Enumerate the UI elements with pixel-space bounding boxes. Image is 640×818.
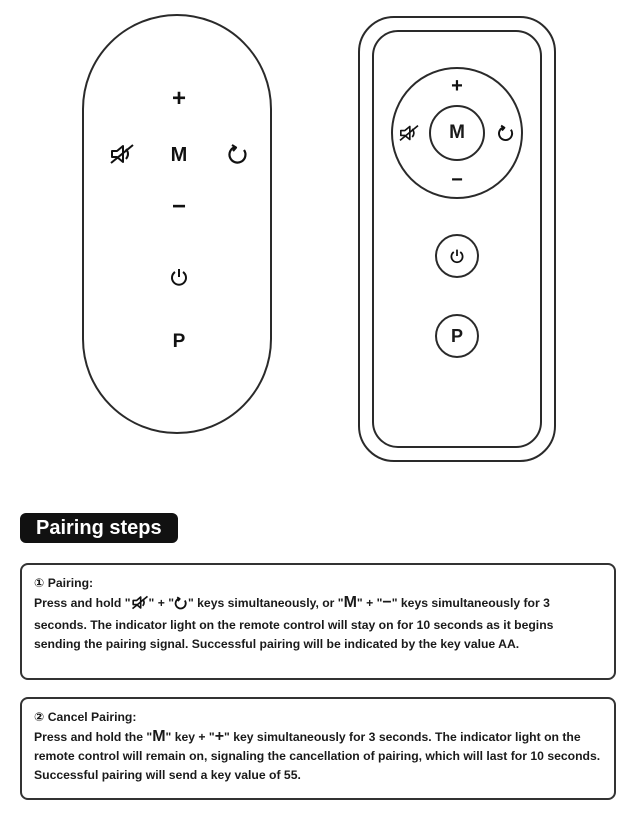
round-power-button[interactable] [435, 234, 479, 278]
pair-key[interactable]: P [172, 330, 186, 352]
remote-control-face [372, 30, 542, 448]
step-pairing-title: ① Pairing: [34, 576, 94, 590]
mode-key[interactable]: M [170, 144, 188, 166]
power-icon[interactable] [164, 262, 194, 292]
ring-rotate-icon[interactable] [493, 120, 519, 146]
step-cancel-title: ② Cancel Pairing: [34, 710, 137, 724]
step-cancel-pairing-box [20, 697, 616, 800]
plus-key[interactable]: + [171, 85, 186, 112]
rotate-icon[interactable] [222, 138, 254, 170]
minus-key[interactable]: − [171, 193, 186, 220]
ring-mode-key[interactable]: M [429, 105, 485, 161]
mute-icon-inline [131, 595, 149, 616]
ring-minus-key[interactable]: − [451, 169, 463, 191]
step-pairing-text: Press and hold " " + " " keys simultaneously, or "M" + "−" keys simultaneously for 3 seconds. The indicator light on the remote control will stay on for 10 seconds as it begins sending the pairing signal. Successful pairing will be indicated by the key value AA. [34, 594, 554, 651]
step-pairing-box [20, 563, 616, 680]
step-cancel-text: Press and hold the "M" key + "+" key simultaneously for 3 seconds. The indicator light on the remote control will remain on, signaling the cancellation of pairing, which will last for 10 seconds. Successful pairing will send a key value of 55. [34, 728, 601, 782]
control-ring [391, 67, 523, 199]
remote-control-rect [358, 16, 556, 462]
rotate-icon-inline [174, 596, 188, 616]
pairing-steps-heading: Pairing steps [20, 513, 178, 543]
ring-plus-key[interactable]: + [451, 75, 463, 97]
mute-icon[interactable] [106, 138, 138, 170]
ring-mute-icon[interactable] [395, 120, 423, 146]
round-pair-button[interactable]: P [435, 314, 479, 358]
remote-control-pill [82, 14, 272, 434]
power-icon-small [449, 248, 465, 264]
